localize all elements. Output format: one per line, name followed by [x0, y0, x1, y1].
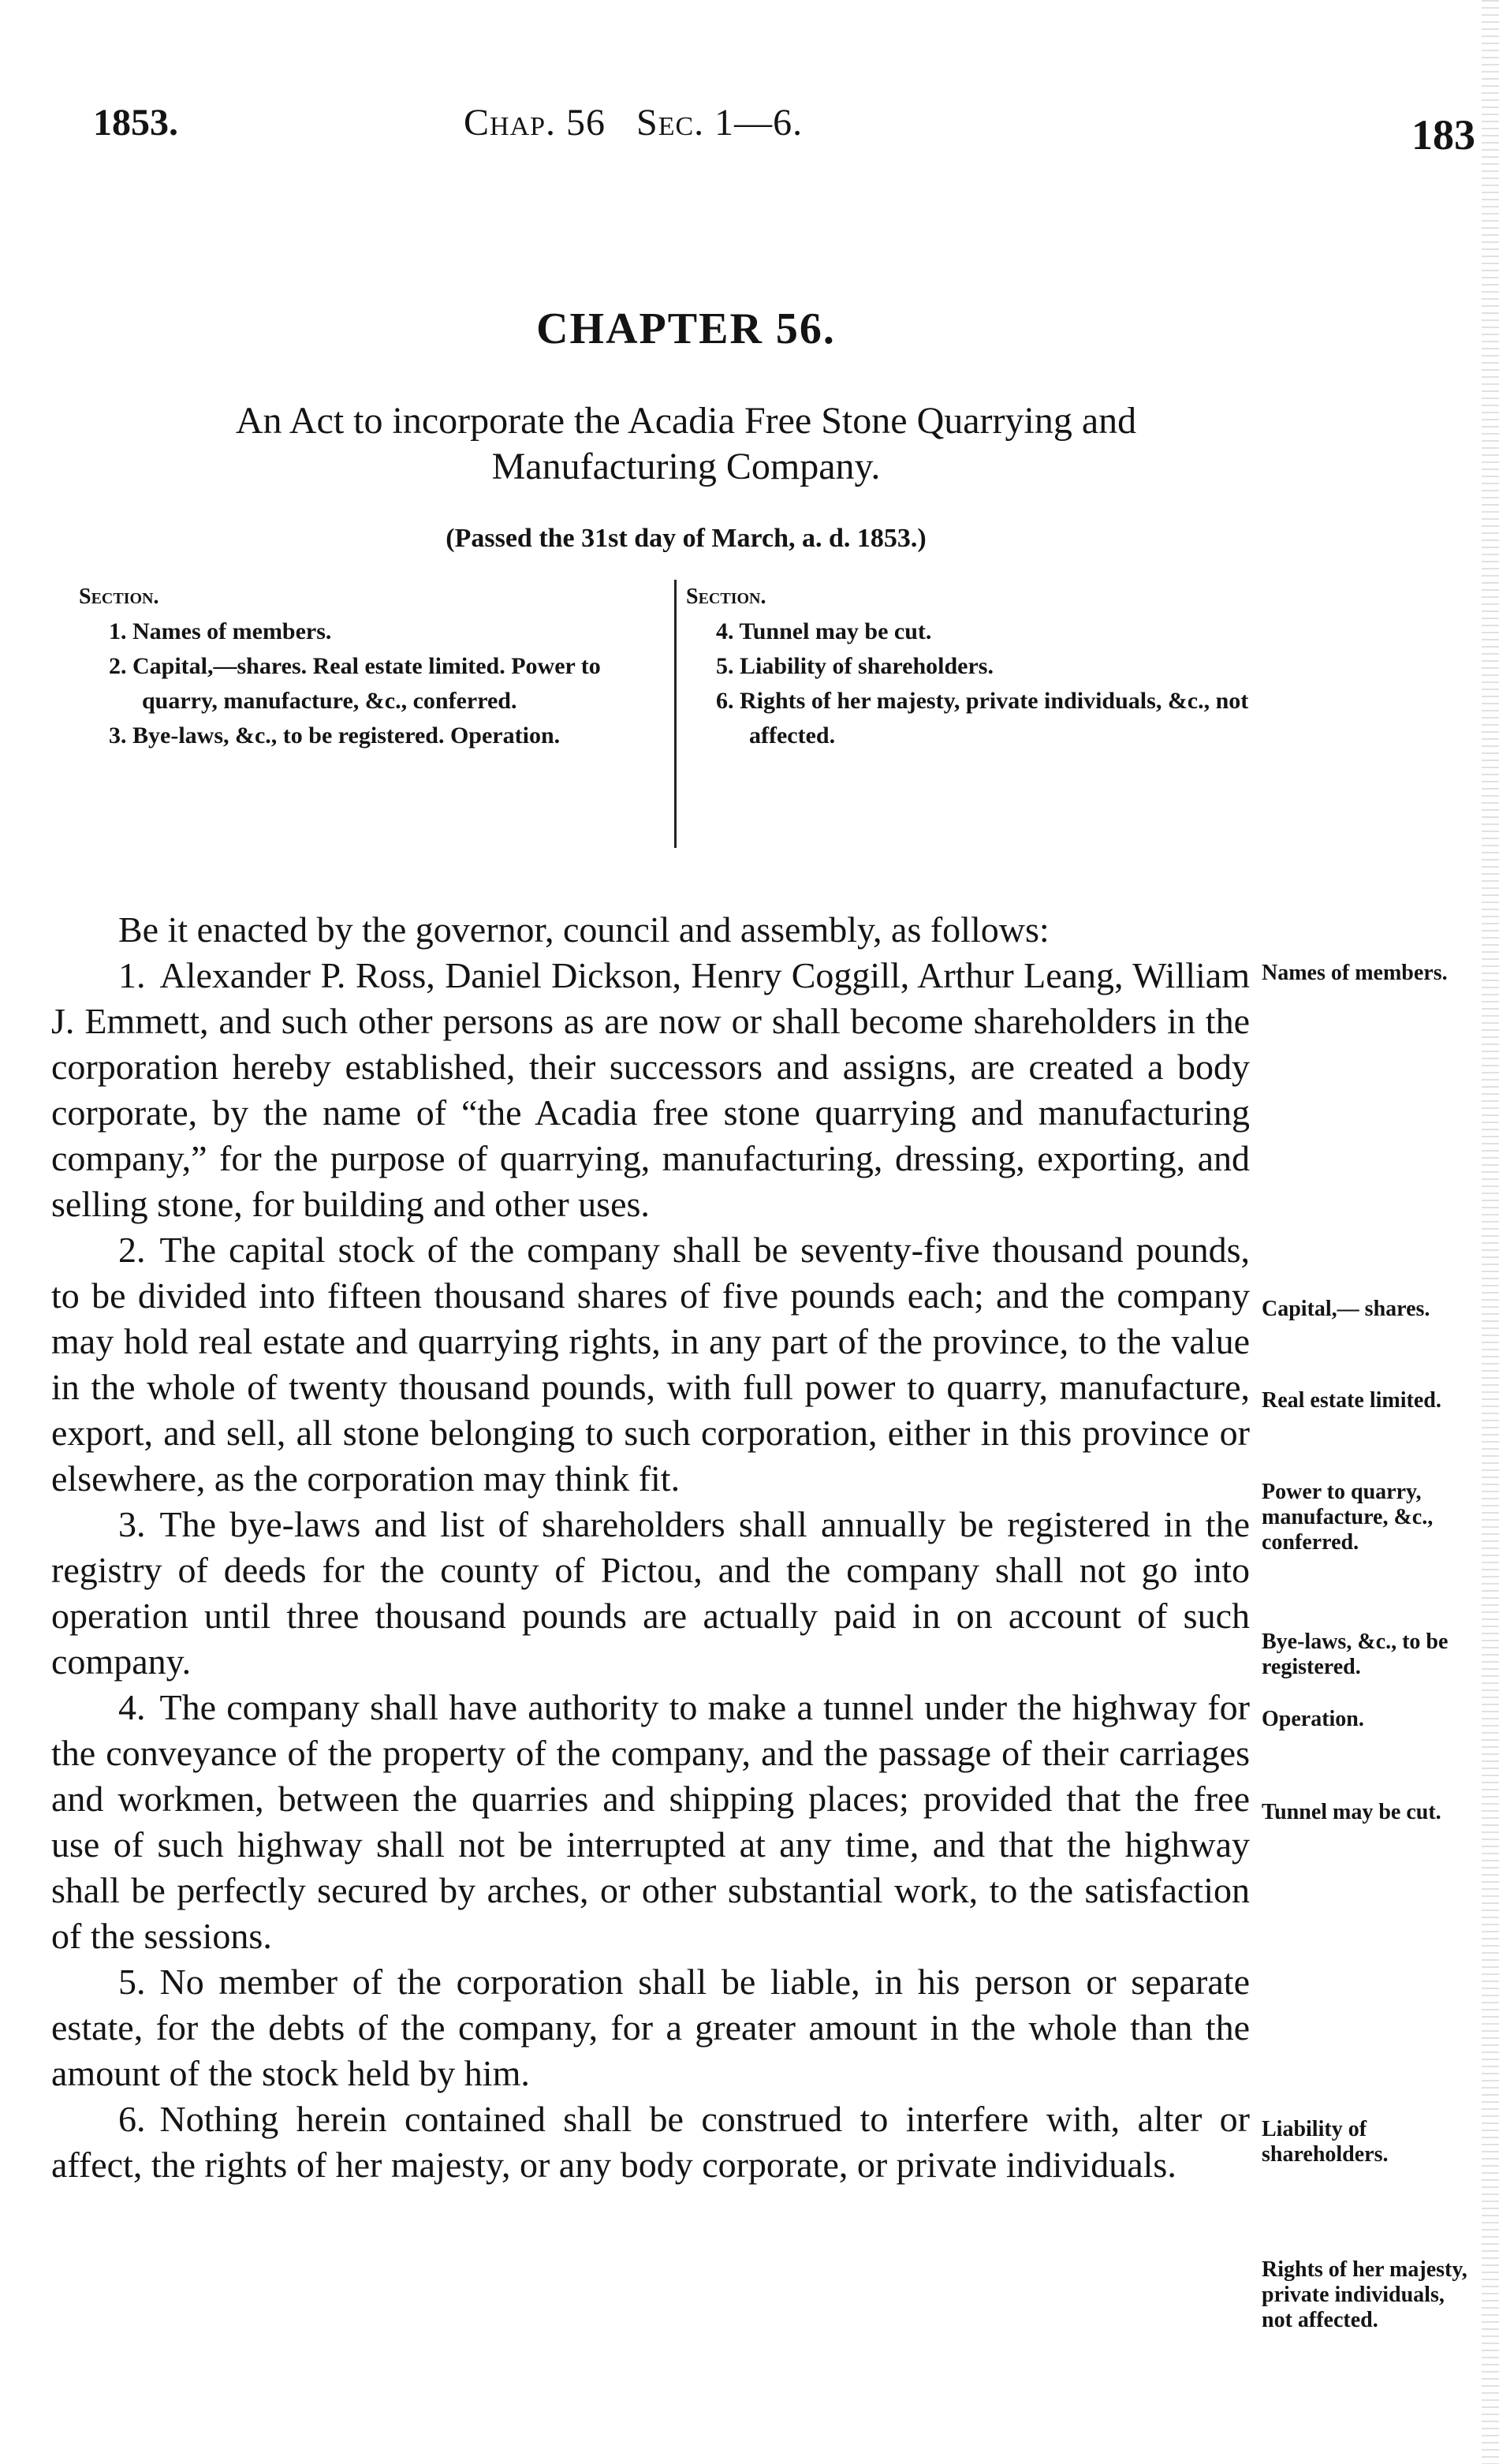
toc-right-heading: Section.	[686, 584, 766, 609]
margin-note-capital-shares: Capital,— shares.	[1262, 1297, 1430, 1321]
margin-note-tunnel: Tunnel may be cut.	[1262, 1800, 1441, 1824]
page-number: 183	[1411, 111, 1475, 159]
header-chapter-section: Chap. 56 Sec. 1—6.	[464, 102, 804, 144]
section-number: 4.	[118, 1687, 146, 1727]
section-number: 2.	[118, 1230, 146, 1270]
margin-note-names-of-members: Names of members.	[1262, 961, 1448, 985]
toc-left-column	[79, 580, 666, 753]
toc-item-5: 5. Liability of shareholders.	[716, 653, 994, 679]
toc-left-heading: Section.	[79, 584, 159, 609]
toc-item-1: 1. Names of members.	[109, 618, 332, 644]
toc-item-6: 6. Rights of her majesty, private individuals, &c., not affected.	[716, 688, 1249, 749]
toc-item-3: 3. Bye-laws, &c., to be registered. Operation.	[109, 722, 561, 749]
section-3	[51, 1502, 1250, 1685]
section-2	[51, 1227, 1250, 1502]
margin-note-rights: Rights of her majesty, private individuals, not affected.	[1262, 2257, 1467, 2332]
margin-note-liability: Liability of shareholders.	[1262, 2117, 1389, 2167]
section-text: The company shall have authority to make a tunnel under the highway for the conveyance of the property of the company, and the passage of their carriages and workmen, between the quarries and shipping places; provided that the free use of such highway shall not be interrupted at any time, and that the highway shall be perfectly secured by arches, or other substantial work, to the satisfaction of the sessions.	[51, 1687, 1250, 1956]
section-number: 3.	[118, 1504, 146, 1544]
toc-item-4: 4. Tunnel may be cut.	[716, 618, 932, 644]
section-text: The bye-laws and list of shareholders shall annually be registered in the registry of deeds for the county of Pictou, and the company shall not go into operation until three thousand pounds are actually paid in on account of such company.	[51, 1504, 1250, 1682]
section-1	[51, 953, 1250, 1227]
header-year: 1853.	[93, 102, 178, 144]
passed-date: (Passed the 31st day of March, a. d. 1853.)	[446, 524, 927, 553]
margin-note-power-to-quarry: Power to quarry, manufacture, &c., conferred.	[1262, 1480, 1434, 1555]
act-title-line1: An Act to incorporate the Acadia Free Stone Quarrying and	[235, 400, 1137, 442]
section-number: 6.	[118, 2099, 146, 2139]
margin-note-bye-laws: Bye-laws, &c., to be registered.	[1262, 1630, 1449, 1679]
section-text: The capital stock of the company shall be seventy-five thousand pounds, to be divided into fifteen thousand shares of five pounds each; and the company may hold real estate and quarrying rights, in any part of the province, to the value in the whole of twenty thousand pounds, with full power to quarry, manufacture, export, and sell, all stone belonging to such corporation, either in this province or elsewhere, as the corporation may think fit.	[51, 1230, 1250, 1499]
toc-right-column	[674, 580, 1285, 848]
page-edge-scan-marks	[1482, 0, 1499, 2464]
margin-note-real-estate-limited: Real estate limited.	[1262, 1388, 1441, 1413]
section-6	[51, 2096, 1250, 2188]
running-header	[0, 101, 1499, 164]
margin-note-operation: Operation.	[1262, 1707, 1364, 1731]
toc-item-2: 2. Capital,—shares. Real estate limited. Power to quarry, manufacture, &c., conferred.	[109, 653, 601, 714]
section-4	[51, 1685, 1250, 1959]
enacting-clause: Be it enacted by the governor, council and assembly, as follows:	[118, 909, 1050, 950]
section-number: 5.	[118, 1962, 146, 2002]
section-5	[51, 1959, 1250, 2096]
section-text: Alexander P. Ross, Daniel Dickson, Henry Coggill, Arthur Leang, William J. Emmett, and such other persons as are now or shall become shareholders in the corporation hereby established, their successors and assigns, are created a body corporate, by the name of “the Acadia free stone quarrying and manufacturing company,” for the purpose of quarrying, manufacturing, dressing, exporting, and selling stone, for building and other uses.	[51, 955, 1250, 1224]
section-text: Nothing herein contained shall be construed to interfere with, alter or affect, the rights of her majesty, or any body corporate, or private individuals.	[51, 2099, 1250, 2185]
act-title	[110, 398, 1262, 490]
chapter-heading: CHAPTER 56.	[536, 304, 836, 353]
act-body	[51, 907, 1250, 2188]
section-number: 1.	[118, 955, 146, 995]
act-title-line2: Manufacturing Company.	[491, 446, 881, 487]
section-text: No member of the corporation shall be liable, in his person or separate estate, for the debts of the company, for a greater amount in the whole than the amount of the stock held by him.	[51, 1962, 1250, 2093]
section-table-of-contents	[79, 580, 1277, 856]
